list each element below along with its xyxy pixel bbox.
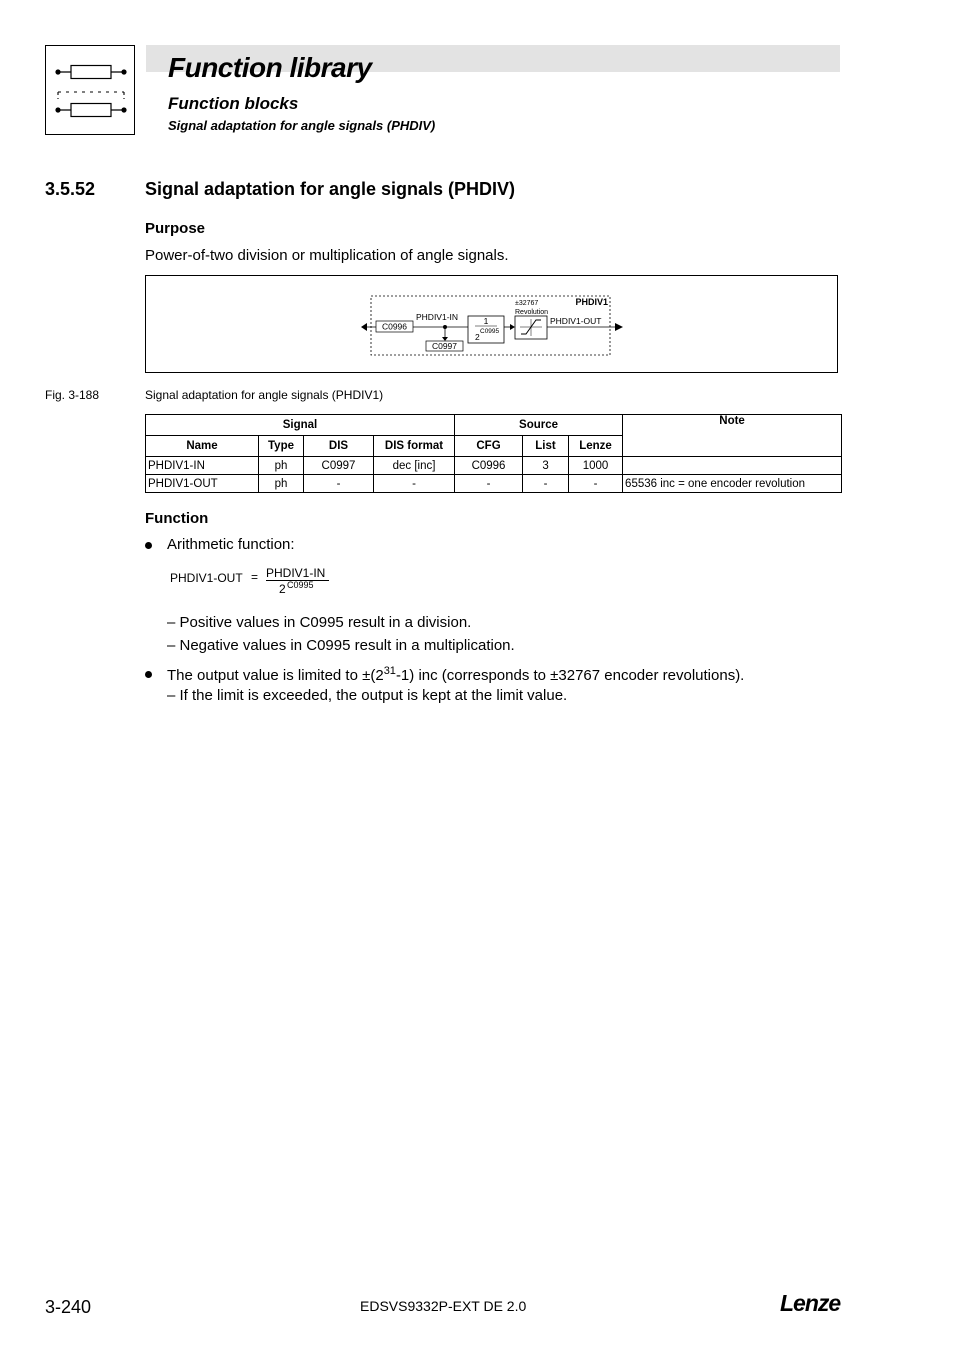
limit-exponent: 31 [383, 665, 396, 677]
table-row [146, 457, 842, 475]
table-cell [623, 457, 842, 475]
page-subsubtitle: Signal adaptation for angle signals (PHDIV) [168, 118, 436, 133]
function-block-icon [46, 46, 134, 134]
output-label: PHDIV1-OUT [550, 316, 602, 326]
formula-numerator: PHDIV1-IN [266, 566, 326, 580]
column-header: Name [146, 436, 259, 457]
page-title: Function library [168, 52, 372, 83]
formula-left: PHDIV1-OUT [170, 571, 243, 585]
column-header: CFG [455, 436, 523, 457]
formula-denominator-exponent: C0995 [287, 580, 314, 590]
formula-denominator-base: 2 [279, 582, 286, 596]
table-cell: - [455, 475, 523, 493]
column-header: Lenze [569, 436, 623, 457]
table-cell: C0996 [455, 457, 523, 475]
limit-unit: Revolution [515, 309, 549, 316]
dash-positive: – Positive values in C0995 result in a division. [167, 614, 472, 631]
table-group-header-row [146, 415, 842, 436]
section-title: Signal adaptation for angle signals (PHDIV) [145, 179, 516, 199]
figure-number: Fig. 3-188 [45, 388, 100, 402]
limit-text-pre: The output value is limited to ±(2 [167, 667, 384, 684]
section-number: 3.5.52 [45, 179, 96, 199]
table-cell: PHDIV1-IN [146, 457, 259, 475]
column-header: DIS [304, 436, 374, 457]
table-cell: dec [inc] [374, 457, 455, 475]
table-cell: PHDIV1-OUT [146, 475, 259, 493]
input-label: PHDIV1-IN [416, 312, 459, 322]
purpose-heading: Purpose [145, 220, 206, 237]
limit-value: ±32767 [515, 300, 539, 307]
display-code: C0997 [431, 341, 458, 351]
table-cell: - [523, 475, 569, 493]
table-cell: - [569, 475, 623, 493]
output-arrow-icon [615, 323, 623, 331]
table-cell: 3 [523, 457, 569, 475]
table-cell: ph [259, 475, 304, 493]
function-heading: Function [145, 510, 209, 527]
divider-numerator: 1 [483, 316, 489, 326]
formula-equals: = [251, 570, 259, 584]
chapter-logo [45, 45, 135, 135]
column-header-note: Note [623, 415, 842, 457]
document-id: EDSVS9332P-EXT DE 2.0 [360, 1298, 527, 1314]
input-code: C0996 [381, 321, 408, 332]
block-name-label: PHDIV1 [575, 297, 608, 307]
brand-logo: Lenze [780, 1290, 841, 1316]
table-cell: C0997 [304, 457, 374, 475]
bullet-icon [145, 542, 152, 549]
table-row [146, 475, 842, 493]
table-cell: - [304, 475, 374, 493]
table-cell: 65536 inc = one encoder revolution [623, 475, 842, 493]
divider-base: 2 [475, 332, 480, 342]
dash-negative: – Negative values in C0995 result in a multiplication. [167, 637, 515, 654]
signal-table [145, 414, 842, 493]
purpose-text: Power-of-two division or multiplication of angle signals. [145, 247, 509, 264]
bullet-icon [145, 671, 152, 678]
input-arrow-icon [361, 323, 367, 331]
arrow-head-icon [510, 324, 515, 330]
column-header: Type [259, 436, 304, 457]
column-header: DIS format [374, 436, 455, 457]
limit-text-post: -1) inc (corresponds to ±32767 encoder revolutions). [395, 667, 745, 684]
column-header: List [523, 436, 569, 457]
page-subtitle: Function blocks [168, 94, 299, 113]
bullet-limit [167, 665, 744, 684]
dash-limit-exceeded: – If the limit is exceeded, the output is kept at the limit value. [167, 687, 568, 704]
figure-caption: Signal adaptation for angle signals (PHDIV1) [145, 388, 384, 402]
table-cell: ph [259, 457, 304, 475]
page-number: 3-240 [45, 1297, 92, 1317]
table-cell: 1000 [569, 457, 623, 475]
table-cell: - [374, 475, 455, 493]
group-header-signal: Signal [146, 415, 455, 436]
bullet-arithmetic: Arithmetic function: [167, 536, 295, 553]
divider-exponent: C0995 [480, 328, 500, 335]
block-diagram [145, 275, 838, 373]
group-header-source: Source [455, 415, 623, 436]
